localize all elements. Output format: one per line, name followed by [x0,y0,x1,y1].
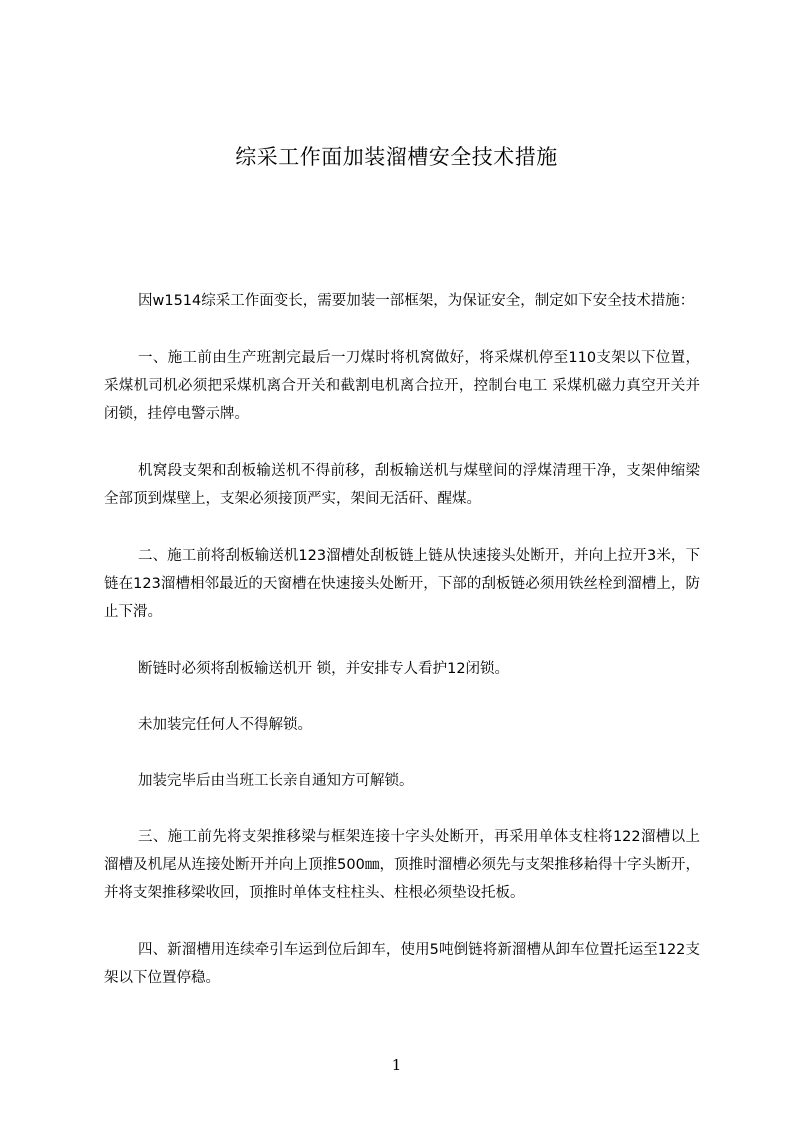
paragraph-intro: 因w1514综采工作面变长，需要加装一部框架，为保证安全，制定如下安全技术措施： [138,293,695,309]
paragraph-step-1-note: 机窝段支架和刮板输送机不得前移，刮板输送机与煤壁间的浮煤清理干净，支架伸缩梁全部顶到煤壁上，支架必须接顶严实，架间无活矸、醒煤。 [104,463,700,507]
document-body [104,287,700,1021]
paragraph-step-4: 四、新溜槽用连续牵引车运到位后卸车，使用5吨倒链将新溜槽从卸车位置托运至122支架以下位置停稳。 [104,942,700,986]
paragraph-step-2-note-lock: 断链时必须将刮板输送机开 锁，并安排专人看护12闭锁。 [138,661,510,677]
paragraph-step-2-note-unlock: 未加装完任何人不得解锁。 [138,717,312,733]
paragraph-step-3: 三、施工前先将支架推移梁与框架连接十字头处断开，再采用单体支柱将122溜槽以上溜槽及机尾从连接处断开并向上顶推500㎜，顶推时溜槽必须先与支架推移耛得十字头断开，并将支架推移梁收回，顶推时单体支柱柱头、柱根必须垫设托板。 [104,829,700,901]
paragraph-step-1: 一、施工前由生产班割完最后一刀煤时将机窝做好，将采煤机停至110支架以下位置，采煤机司机必须把采煤机离合开关和截割电机离合拉开，控制台电工 采煤机磁力真空开关并闭锁，挂停电警示牌。 [104,350,700,422]
paragraph-step-2-note-notify: 加装完毕后由当班工长亲自通知方可解锁。 [138,773,414,789]
document-title: 综采工作面加装溜槽安全技术措施 [235,145,558,169]
paragraph-step-2: 二、施工前将刮板输送机123溜槽处刮板链上链从快速接头处断开，并向上拉开3米，下链在123溜槽相邻最近的天窗槽在快速接头处断开，下部的刮板链必须用铁丝栓到溜槽上，防止下滑。 [104,548,700,620]
page-number: 1 [391,1056,402,1074]
